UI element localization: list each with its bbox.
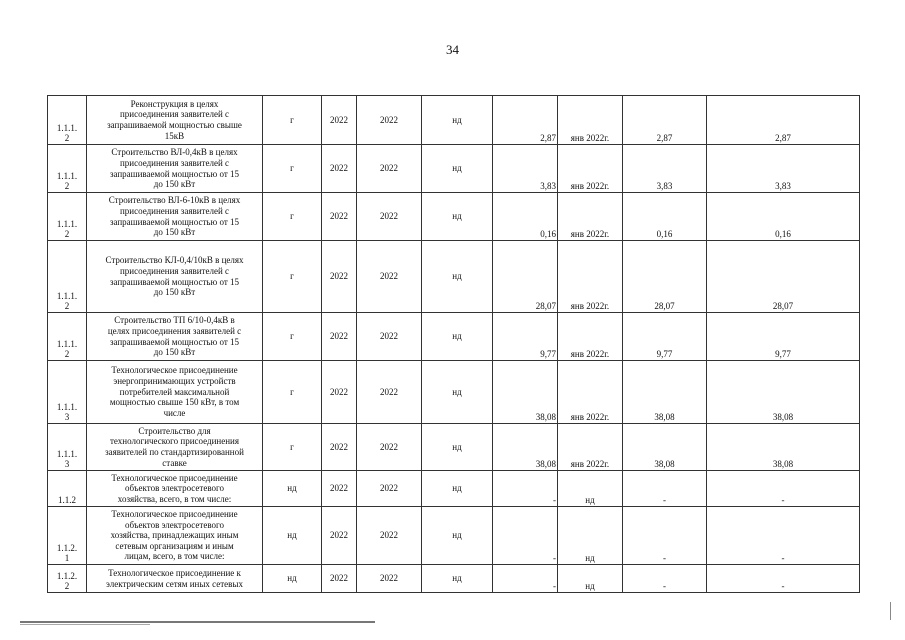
row-year-end: 2022 [357,96,422,145]
scan-edge-line [20,621,375,623]
row-year-start: 2022 [322,193,357,241]
row-year-start: 2022 [322,361,357,424]
row-nd: нд [422,145,493,193]
row-unit: нд [263,471,322,507]
row-year-start: 2022 [322,565,357,593]
table-row [48,471,860,507]
row-value-2: 0,16 [623,193,707,241]
row-year-end: 2022 [357,241,422,313]
row-nd: нд [422,96,493,145]
row-unit: г [263,96,322,145]
row-year-start: 2022 [322,471,357,507]
row-value-1: - [493,471,558,507]
row-code: 1.1.1. 2 [48,145,87,193]
row-year-end: 2022 [357,507,422,565]
row-value-3: 9,77 [707,313,860,361]
row-name: Строительство ВЛ-0,4кВ в целях присоединения заявителей с запрашиваемой мощностью от 15 до 150 кВт [87,145,263,193]
row-value-1: 0,16 [493,193,558,241]
row-nd: нд [422,471,493,507]
row-year-end: 2022 [357,471,422,507]
row-value-2: 9,77 [623,313,707,361]
row-value-1: 38,08 [493,424,558,471]
row-unit: г [263,424,322,471]
row-value-2: - [623,471,707,507]
page-number: 34 [446,42,459,57]
investment-table [47,95,860,593]
row-name: Технологическое присоединение энергопринимающих устройств потребителей максимальной мощностью свыше 150 кВт, в том числе [87,361,263,424]
row-code: 1.1.2. 2 [48,565,87,593]
row-value-2: - [623,507,707,565]
row-name: Технологическое присоединение к электрическим сетям иных сетевых [87,565,263,593]
row-value-3: 38,08 [707,424,860,471]
row-year-end: 2022 [357,313,422,361]
row-unit: г [263,241,322,313]
row-nd: нд [422,424,493,471]
row-value-1: 38,08 [493,361,558,424]
row-value-1: - [493,565,558,593]
row-unit: нд [263,507,322,565]
row-value-1: 3,83 [493,145,558,193]
row-date: янв 2022г. [558,313,623,361]
table-row [48,361,860,424]
row-nd: нд [422,565,493,593]
row-code: 1.1.1. 3 [48,424,87,471]
table-row [48,313,860,361]
row-value-2: 38,08 [623,424,707,471]
row-value-3: - [707,471,860,507]
row-nd: нд [422,193,493,241]
row-value-3: 3,83 [707,145,860,193]
row-value-2: 2,87 [623,96,707,145]
row-value-1: 28,07 [493,241,558,313]
row-year-start: 2022 [322,145,357,193]
row-value-3: 38,08 [707,361,860,424]
row-code: 1.1.1. 2 [48,193,87,241]
table-row [48,424,860,471]
row-year-end: 2022 [357,193,422,241]
row-value-1: 2,87 [493,96,558,145]
row-code: 1.1.2 [48,471,87,507]
table-row [48,145,860,193]
row-unit: г [263,193,322,241]
row-value-1: - [493,507,558,565]
row-date: нд [558,507,623,565]
table-row [48,507,860,565]
row-code: 1.1.1. 2 [48,96,87,145]
table-row [48,193,860,241]
row-date: нд [558,471,623,507]
row-nd: нд [422,507,493,565]
row-year-end: 2022 [357,424,422,471]
row-value-3: - [707,565,860,593]
scan-edge-line [20,624,150,625]
row-date: янв 2022г. [558,193,623,241]
table-body [48,96,860,593]
row-name: Строительство ТП 6/10-0,4кВ в целях присоединения заявителей с запрашиваемой мощностью от 15 до 150 кВт [87,313,263,361]
row-code: 1.1.1. 2 [48,313,87,361]
row-date: янв 2022г. [558,96,623,145]
row-year-start: 2022 [322,96,357,145]
row-value-2: 28,07 [623,241,707,313]
row-nd: нд [422,313,493,361]
table-row [48,565,860,593]
row-unit: нд [263,565,322,593]
row-name: Строительство для технологического присоединения заявителей по стандартизированной ставке [87,424,263,471]
row-year-start: 2022 [322,507,357,565]
row-date: янв 2022г. [558,424,623,471]
row-unit: г [263,361,322,424]
row-name: Технологическое присоединение объектов электросетевого хозяйства, всего, в том числе: [87,471,263,507]
row-unit: г [263,145,322,193]
row-value-2: - [623,565,707,593]
row-year-end: 2022 [357,145,422,193]
row-year-end: 2022 [357,565,422,593]
row-date: нд [558,565,623,593]
row-code: 1.1.1. 3 [48,361,87,424]
row-value-3: 2,87 [707,96,860,145]
row-value-2: 38,08 [623,361,707,424]
row-name: Строительство ВЛ-6-10кВ в целях присоединения заявителей с запрашиваемой мощностью от 15 до 150 кВт [87,193,263,241]
row-name: Технологическое присоединение объектов электросетевого хозяйства, принадлежащих иным сетевым организациям и иным лицам, всего, в том числе: [87,507,263,565]
row-code: 1.1.1. 2 [48,241,87,313]
row-nd: нд [422,241,493,313]
row-year-start: 2022 [322,241,357,313]
row-value-3: - [707,507,860,565]
row-date: янв 2022г. [558,241,623,313]
row-value-3: 28,07 [707,241,860,313]
row-code: 1.1.2. 1 [48,507,87,565]
row-year-start: 2022 [322,424,357,471]
row-unit: г [263,313,322,361]
row-name: Строительство КЛ-0,4/10кВ в целях присоединения заявителей с запрашиваемой мощностью от 15 до 150 кВт [87,241,263,313]
row-year-end: 2022 [357,361,422,424]
row-nd: нд [422,361,493,424]
scan-edge-mark [890,602,891,620]
row-year-start: 2022 [322,313,357,361]
row-value-1: 9,77 [493,313,558,361]
row-value-2: 3,83 [623,145,707,193]
table-row [48,96,860,145]
row-name: Реконструкция в целях присоединения заявителей с запрашиваемой мощностью свыше 15кВ [87,96,263,145]
row-date: янв 2022г. [558,361,623,424]
row-value-3: 0,16 [707,193,860,241]
row-date: янв 2022г. [558,145,623,193]
table-row [48,241,860,313]
